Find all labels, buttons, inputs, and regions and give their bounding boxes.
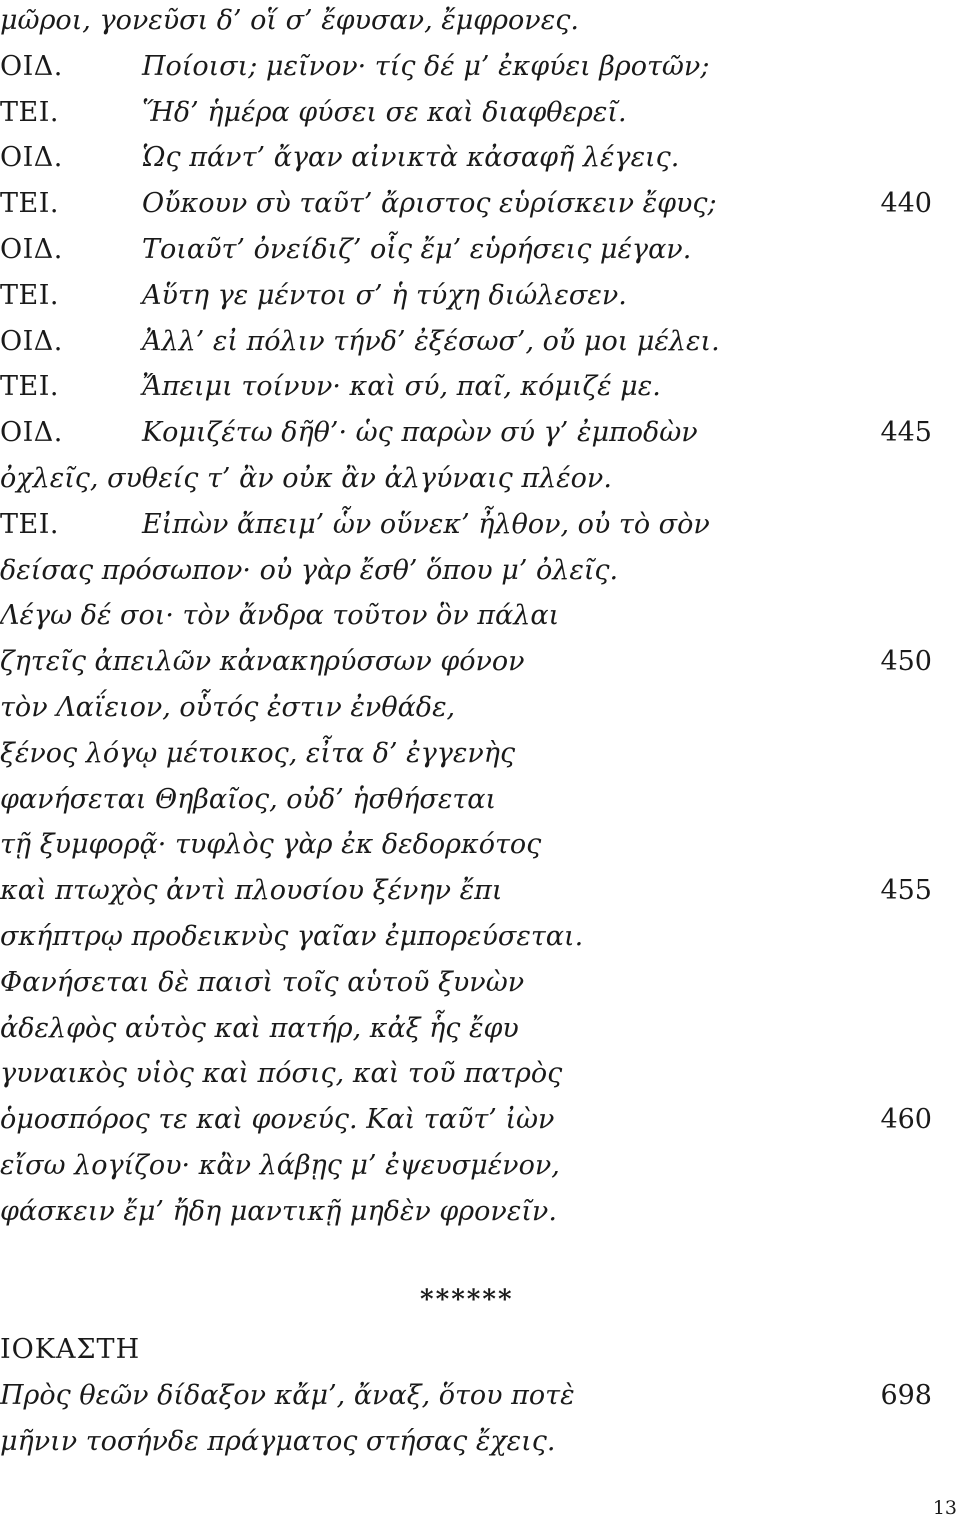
section-separator: ****** [420, 1285, 514, 1315]
speaker-label: ΤΕΙ. [0, 371, 59, 402]
verse-line [0, 319, 960, 364]
verse-text: φανήσεται Θηβαῖος, οὐδ’ ἡσθήσεται [0, 784, 497, 815]
line-number: 455 [880, 875, 932, 906]
verse-text: Αὕτη γε μέντοι σ’ ἡ τύχη διώλεσεν. [142, 280, 627, 311]
verse-text: ἀδελφὸς αὑτὸς καὶ πατήρ, κἀξ ἧς ἔφυ [0, 1013, 519, 1044]
verse-text: σκήπτρῳ προδεικνὺς γαῖαν ἐμπορεύσεται. [0, 921, 584, 952]
verse-text: Ἥδ’ ἡμέρα φύσει σε καὶ διαφθερεῖ. [142, 97, 627, 128]
speaker-label: ΟΙΔ. [0, 234, 63, 265]
verse-line [0, 1373, 960, 1418]
verse-text: Κομιζέτω δῆθ’· ὡς παρὼν σύ γ’ ἐμποδὼν [142, 417, 698, 448]
verse-line [0, 1051, 960, 1096]
verse-line [0, 227, 960, 272]
verse-text: δείσας πρόσωπον· οὐ γὰρ ἔσθ’ ὅπου μ’ ὀλεῖς. [0, 555, 619, 586]
verse-line [0, 548, 960, 593]
verse-line [0, 1097, 960, 1142]
verse-line [0, 0, 960, 43]
verse-line [0, 777, 960, 822]
verse-text: γυναικὸς υἱὸς καὶ πόσις, καὶ τοῦ πατρὸς [0, 1058, 563, 1089]
verse-line [0, 181, 960, 226]
verse-line [0, 685, 960, 730]
page-number: 13 [932, 1497, 957, 1519]
verse-text: καὶ πτωχὸς ἀντὶ πλουσίου ξένην ἔπι [0, 875, 503, 906]
speaker-label: ΤΕΙ. [0, 280, 59, 311]
verse-line [0, 639, 960, 684]
speaker-label: ΤΕΙ. [0, 188, 59, 219]
line-number: 450 [880, 646, 932, 677]
verse-text: Ἀλλ’ εἰ πόλιν τήνδ’ ἐξέσωσ’, οὔ μοι μέλει. [142, 326, 720, 357]
verse-text: φάσκειν ἔμ’ ἤδη μαντικῇ μηδὲν φρονεῖν. [0, 1196, 557, 1227]
verse-text: ζητεῖς ἀπειλῶν κἀνακηρύσσων φόνον [0, 646, 525, 677]
line-number: 440 [880, 188, 932, 219]
verse-line [0, 1189, 960, 1234]
verse-text: Τοιαῦτ’ ὀνείδιζ’ οἷς ἔμ’ εὑρήσεις μέγαν. [142, 234, 692, 265]
verse-text: τὸν Λαΐειον, οὗτός ἐστιν ἐνθάδε, [0, 692, 456, 723]
verse-line [0, 868, 960, 913]
speaker-label: ΤΕΙ. [0, 509, 59, 540]
line-number: 460 [880, 1104, 932, 1135]
verse-line [0, 364, 960, 409]
verse-line [0, 273, 960, 318]
verse-line [0, 1143, 960, 1188]
verse-line [0, 135, 960, 180]
verse-line [0, 410, 960, 455]
line-number: 698 [880, 1380, 932, 1411]
verse-line [0, 1419, 960, 1464]
verse-text: μῆνιν τοσήνδε πράγματος στήσας ἔχεις. [0, 1426, 556, 1457]
verse-text: ξένος λόγῳ μέτοικος, εἶτα δ’ ἐγγενὴς [0, 738, 516, 769]
verse-line [0, 1006, 960, 1051]
verse-text: ὁμοσπόρος τε καὶ φονεύς. Καὶ ταῦτ’ ἰὼν [0, 1104, 555, 1135]
verse-line [0, 90, 960, 135]
verse-line [0, 914, 960, 959]
verse-text: Εἰπὼν ἄπειμ’ ὧν οὕνεκ’ ἦλθον, οὐ τὸ σὸν [142, 509, 710, 540]
verse-line [0, 502, 960, 547]
verse-text: Ποίοισι; μεῖνον· τίς δέ μ’ ἐκφύει βροτῶν; [142, 51, 710, 82]
speaker-label: ΟΙΔ. [0, 142, 63, 173]
verse-text: Ὡς πάντ’ ἄγαν αἰνικτὰ κἀσαφῆ λέγεις. [142, 142, 680, 173]
verse-text: Πρὸς θεῶν δίδαξον κἄμ’, ἄναξ, ὅτου ποτὲ [0, 1380, 575, 1411]
verse-text: ὀχλεῖς, συθείς τ’ ἂν οὐκ ἂν ἀλγύναις πλέον. [0, 463, 612, 494]
verse-line [0, 456, 960, 501]
speaker-label: ΟΙΔ. [0, 51, 63, 82]
verse-line [0, 593, 960, 638]
verse-text: Ἄπειμι τοίνυν· καὶ σύ, παῖ, κόμιζέ με. [142, 371, 661, 402]
verse-text: εἴσω λογίζου· κἂν λάβῃς μ’ ἐψευσμένον, [0, 1150, 560, 1181]
verse-line [0, 731, 960, 776]
verse-line [0, 822, 960, 867]
speaker-label: ΤΕΙ. [0, 97, 59, 128]
verse-text: τῇ ξυμφορᾷ· τυφλὸς γὰρ ἐκ δεδορκότος [0, 829, 542, 860]
speaker-label: ΟΙΔ. [0, 326, 63, 357]
line-number: 445 [880, 417, 932, 448]
verse-text: Λέγω δέ σοι· τὸν ἄνδρα τοῦτον ὃν πάλαι [0, 600, 560, 631]
verse-text: Φανήσεται δὲ παισὶ τοῖς αὑτοῦ ξυνὼν [0, 967, 525, 998]
verse-line [0, 960, 960, 1005]
speaker-label: ΟΙΔ. [0, 417, 63, 448]
verse-text: μῶροι, γονεῦσι δ’ οἵ σ’ ἔφυσαν, ἔμφρονες. [0, 5, 579, 36]
verse-text: Οὔκουν σὺ ταῦτ’ ἄριστος εὑρίσκειν ἔφυς; [142, 188, 717, 219]
verse-line [0, 44, 960, 89]
section-heading: ΙΟΚΑΣΤΗ [0, 1334, 141, 1365]
